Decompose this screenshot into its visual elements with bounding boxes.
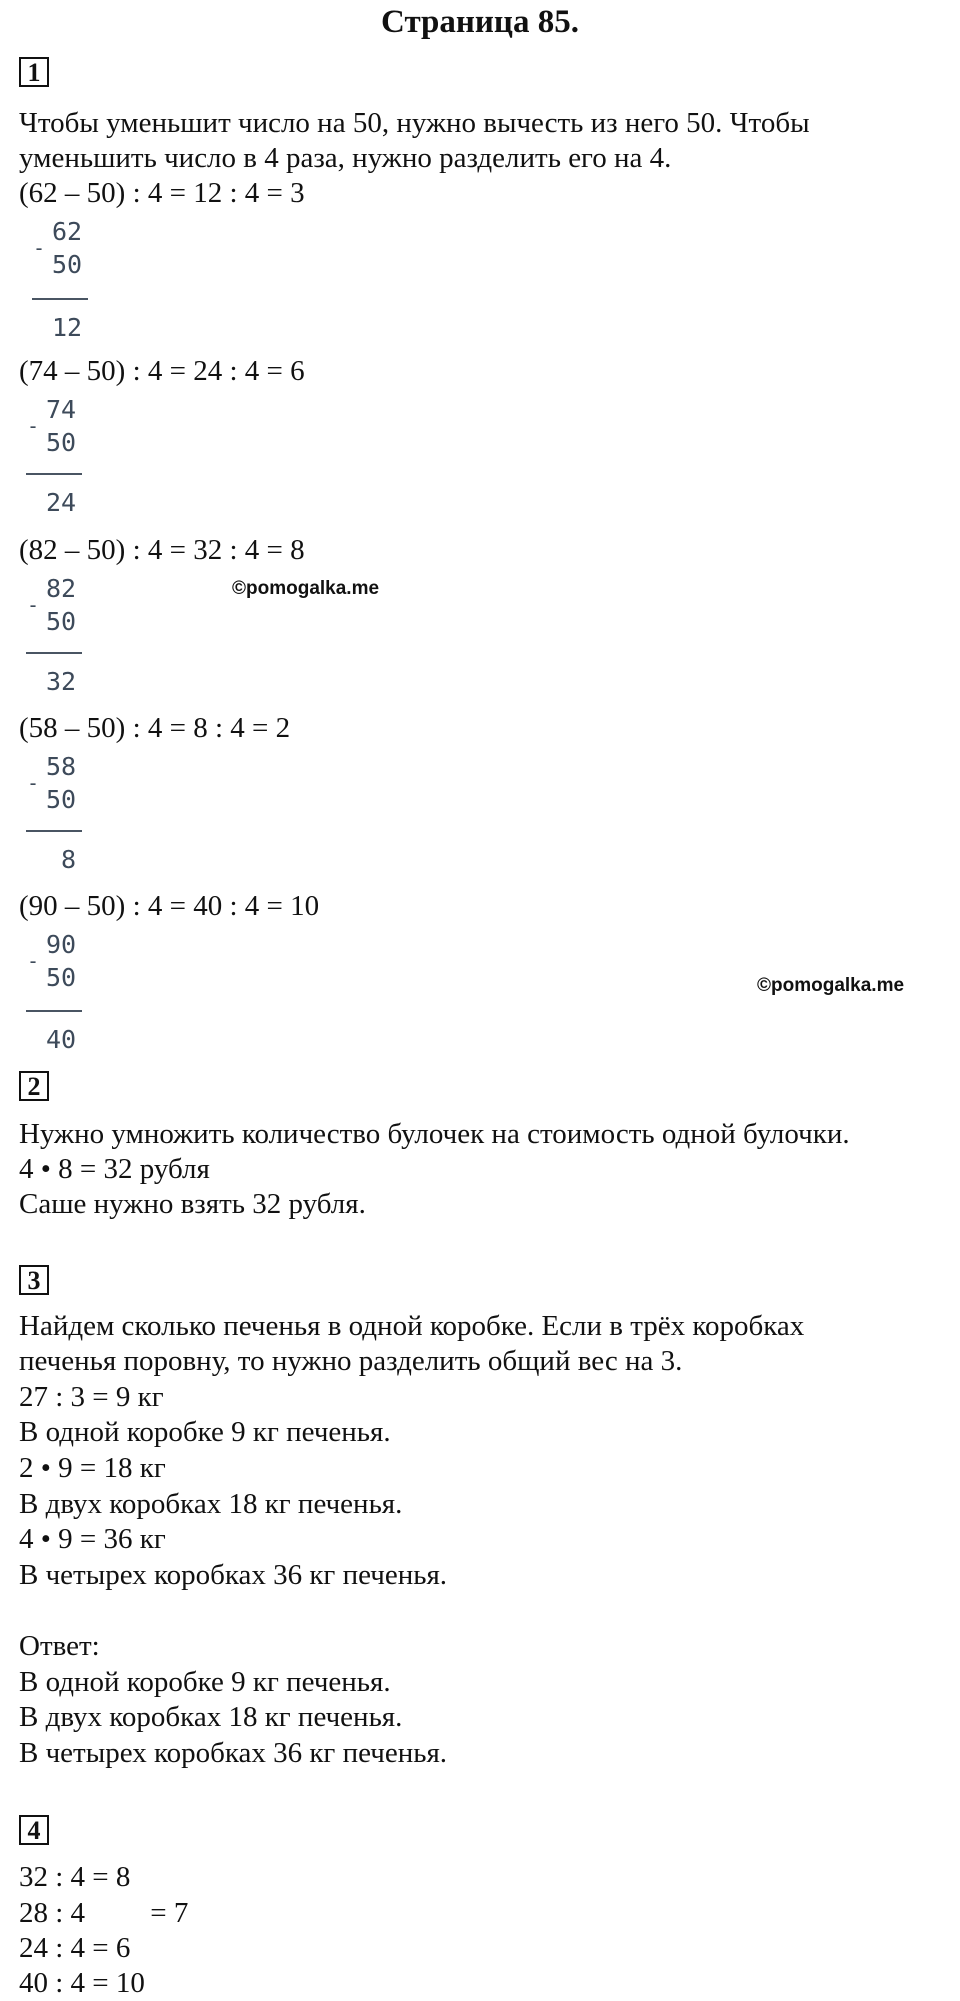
task-3-line-3: 27 : 3 = 9 кг <box>19 1381 164 1413</box>
task-4-line-4: 40 : 4 = 10 <box>19 1967 145 1999</box>
task-1-intro-line-2: уменьшить число в 4 раза, нужно разделить его на 4. <box>19 142 672 174</box>
task-4-line-1: 32 : 4 = 8 <box>19 1861 131 1893</box>
task-4-number: 4 <box>19 1815 49 1845</box>
subtrahend: 50 <box>46 963 77 992</box>
task-3-number: 3 <box>19 1265 49 1295</box>
task-2-number: 2 <box>19 1071 49 1101</box>
minus-sign: - <box>27 414 40 438</box>
task-1-expression-3: (82 – 50) : 4 = 32 : 4 = 8 <box>19 534 305 566</box>
task-3-line-4: В одной коробке 9 кг печенья. <box>19 1416 391 1448</box>
task-3-line-6: В двух коробках 18 кг печенья. <box>19 1488 403 1520</box>
result-line <box>32 298 88 300</box>
watermark: ©pomogalka.me <box>232 578 380 599</box>
task-2-line-3: Саше нужно взять 32 рубля. <box>19 1188 366 1220</box>
task-2-line-2: 4 • 8 = 32 рубля <box>19 1153 210 1185</box>
task-2-line-1: Нужно умножить количество булочек на стоимость одной булочки. <box>19 1118 850 1150</box>
difference: 32 <box>46 667 77 696</box>
difference: 12 <box>52 313 83 342</box>
task-1-expression-5: (90 – 50) : 4 = 40 : 4 = 10 <box>19 890 320 922</box>
task-3-answer-line-1: В одной коробке 9 кг печенья. <box>19 1666 391 1698</box>
minuend: 90 <box>46 930 77 959</box>
difference: 24 <box>46 488 77 517</box>
task-3-line-5: 2 • 9 = 18 кг <box>19 1452 166 1484</box>
minuend: 82 <box>46 574 77 603</box>
task-3-line-1: Найдем сколько печенья в одной коробке. Если в трёх коробках <box>19 1310 805 1342</box>
subtrahend: 50 <box>52 250 83 279</box>
task-3-answer-label: Ответ: <box>19 1630 100 1662</box>
difference: 40 <box>46 1025 77 1054</box>
subtrahend: 50 <box>46 785 77 814</box>
task-4-line-2: 28 : 4 = 7 <box>19 1897 189 1929</box>
minus-sign: - <box>33 236 46 260</box>
result-line <box>26 830 82 832</box>
minus-sign: - <box>27 949 40 973</box>
task-3-answer-line-3: В четырех коробках 36 кг печенья. <box>19 1737 448 1769</box>
result-line <box>26 1010 82 1012</box>
minuend: 62 <box>52 217 83 246</box>
difference: 8 <box>46 845 77 874</box>
subtrahend: 50 <box>46 607 77 636</box>
minuend: 74 <box>46 395 77 424</box>
page-title: Страница 85. <box>381 4 579 40</box>
task-1-expression-4: (58 – 50) : 4 = 8 : 4 = 2 <box>19 712 291 744</box>
subtrahend: 50 <box>46 428 77 457</box>
minuend: 58 <box>46 752 77 781</box>
task-3-line-2: печенья поровну, то нужно разделить общий вес на 3. <box>19 1345 683 1377</box>
result-line <box>26 652 82 654</box>
task-3-line-7: 4 • 9 = 36 кг <box>19 1523 166 1555</box>
result-line <box>26 473 82 475</box>
minus-sign: - <box>27 771 40 795</box>
task-1-expression-1: (62 – 50) : 4 = 12 : 4 = 3 <box>19 177 305 209</box>
watermark: ©pomogalka.me <box>757 975 905 996</box>
task-1-expression-2: (74 – 50) : 4 = 24 : 4 = 6 <box>19 355 305 387</box>
task-3-line-8: В четырех коробках 36 кг печенья. <box>19 1559 448 1591</box>
minus-sign: - <box>27 593 40 617</box>
task-1-intro-line-1: Чтобы уменьшит число на 50, нужно вычесть из него 50. Чтобы <box>19 107 810 139</box>
task-4-line-3: 24 : 4 = 6 <box>19 1932 131 1964</box>
task-1-number: 1 <box>19 57 49 87</box>
task-3-answer-line-2: В двух коробках 18 кг печенья. <box>19 1701 403 1733</box>
